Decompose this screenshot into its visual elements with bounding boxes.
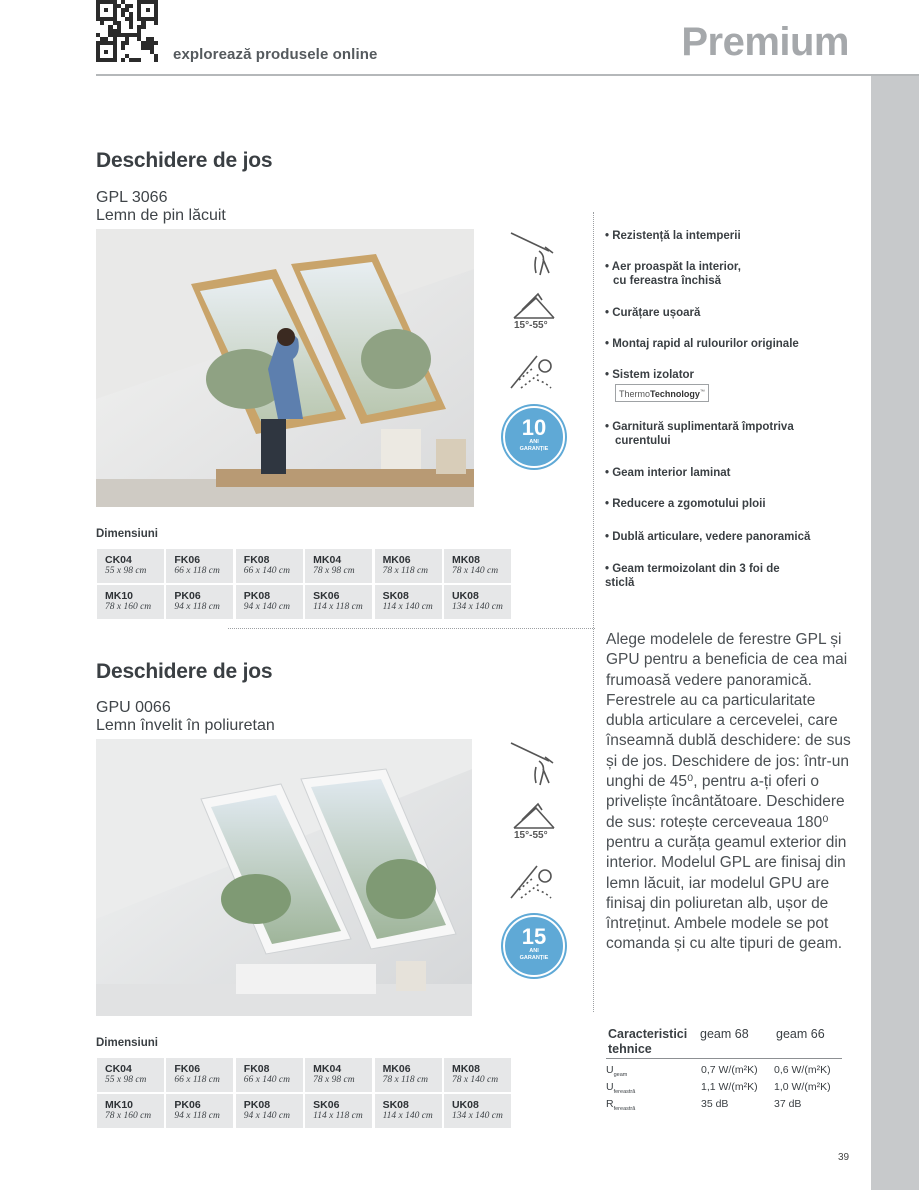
dimension-size: 78 x 118 cm [382,1075,429,1085]
specs-title [608,1027,687,1057]
dimension-cell [166,1094,233,1128]
dimension-code: MK08 [451,1063,480,1075]
dimension-cell [97,549,164,583]
dimension-size: 66 x 118 cm [174,566,220,576]
specs-col2-header: geam 66 [776,1027,825,1041]
dimension-cell [444,1058,511,1092]
dimension-cell [375,1094,442,1128]
spec-symbol: $U_{fereastră}$ [606,1081,636,1096]
dimension-size: 94 x 118 cm [174,602,220,612]
spec-value-geam66: 0,6 W/(m²K) [774,1064,831,1076]
feature-panoramic: • Dublă articulare, vedere panoramică [605,531,811,543]
section2-dimensions-label: Dimensiuni [96,1037,158,1049]
section1-dimensions-table [97,549,511,619]
section1-warranty-line2: GARANȚIE [519,446,549,452]
feature-easy-cleaning: • Curățare ușoară [605,307,701,319]
dimension-size: 78 x 98 cm [313,566,355,576]
feature-extra-seal [605,420,855,448]
dimension-code: MK06 [382,1063,411,1075]
section2-title: Deschidere de jos [96,660,273,683]
feature-rain-noise: • Reducere a zgomotului ploii [605,498,766,510]
dimension-code: MK10 [105,1099,134,1111]
dimension-code: CK04 [105,554,132,566]
feature-triple-glazing-line2: sticlă [605,577,635,589]
dimension-code: PK06 [174,590,201,602]
specs-divider [606,1058,842,1059]
product-description: Alege modelele de ferestre GPL și GPU pentru a beneficia de cea mai frumoasă vedere panoramică. Ferestrele au ca particularitate dubla articulare a cercevelei, care înseamnă dublă deschidere: de sus și de jos. Deschidere de jos: într-un unghi de 45⁰, pentru a-ți oferi o priveliște încântătoare. Deschidere de sus: rotește cerceveaua 180⁰ pentru a curăța geamul exterior din interior. Modelul GPL are finisaj din lemn lăcuit, iar modelul GPU are finisaj din poliuretan alb, ușor de întreținut. Ambele modele se pot comanda și cu alte tipuri de geam. [606,631,851,953]
dimension-cell [375,549,442,583]
spec-value-geam68: 35 dB [701,1098,729,1110]
section2-material: Lemn învelit în poliuretan [96,717,275,734]
dimension-size: 134 x 140 cm [451,1111,503,1121]
feature-triple-glazing-line1: • Geam termoizolant din 3 foi de [605,563,780,575]
header-divider [96,74,919,76]
feature-insulation-label: • Sistem izolator [605,369,695,381]
section1-photo [96,229,474,507]
specs-table [606,1064,846,1115]
dimension-code: FK08 [243,1063,270,1075]
dimension-code: PK08 [243,1099,271,1111]
spec-symbol: $U_{geam}$ [606,1064,628,1079]
feature-fresh-air-line1: • Aer proaspăt la interior, [605,261,741,273]
brand-title: Premium [681,20,849,64]
feature-insulation [605,368,855,402]
section1-warranty-line1: ANI [529,439,539,445]
feature-fresh-air [605,260,855,288]
spec-value-geam68: 1,1 W/(m²K) [701,1081,758,1093]
dimension-cell [236,1094,303,1128]
explore-online-text: explorează produsele online [173,46,378,63]
thermo-technology-logo: ThermoTechnology™ [615,384,709,402]
dimension-cell [166,549,233,583]
dimension-size: 78 x 140 cm [451,566,499,576]
feature-quick-mounting: • Montaj rapid al rulourilor originale [605,338,799,350]
spec-row [606,1081,846,1098]
dimension-code: PK08 [243,590,271,602]
dimension-code: FK08 [243,554,270,566]
spec-row [606,1098,846,1115]
feature-weather-resistance: • Rezistență la intemperii [605,230,741,242]
spec-symbol: $R_{fereastră}$ [606,1098,636,1113]
dimension-cell [236,549,303,583]
section1-material: Lemn de pin lăcuit [96,207,226,224]
dimension-cell [97,1094,164,1128]
spec-value-geam68: 0,7 W/(m²K) [701,1064,758,1076]
spec-row [606,1064,846,1081]
dimension-size: 94 x 118 cm [174,1111,220,1121]
section2-photo [96,739,472,1016]
dimension-code: SK08 [382,590,409,602]
dimension-cell [97,585,164,619]
dimension-code: UK08 [451,590,479,602]
dimension-code: UK08 [451,1099,479,1111]
dimension-cell [305,549,372,583]
spec-value-geam66: 1,0 W/(m²K) [774,1081,831,1093]
pole-operation-icon [509,229,557,277]
section2-dimensions-table [97,1058,511,1128]
ventilation-icon-2 [509,860,557,900]
dimension-size: 78 x 160 cm [105,1111,152,1121]
dimension-size: 114 x 118 cm [313,1111,363,1121]
dimension-code: CK04 [105,1063,132,1075]
dimension-code: MK10 [105,590,134,602]
dimension-size: 114 x 118 cm [313,602,363,612]
specs-title-line2: tehnice [608,1042,652,1056]
dimension-size: 66 x 140 cm [243,1075,290,1085]
dimension-size: 66 x 118 cm [174,1075,220,1085]
section-divider [228,628,595,629]
feature-extra-seal-line1: • Garnitură suplimentară împotriva [605,421,794,433]
side-bar [871,76,919,1190]
specs-col1-header: geam 68 [700,1027,749,1041]
feature-fresh-air-line2: cu fereastra închisă [613,275,722,287]
dimension-cell [444,1094,511,1128]
dimension-code: MK08 [451,554,480,566]
dimension-code: MK04 [313,554,342,566]
dimension-size: 55 x 98 cm [105,1075,147,1085]
section2-angle-label: 15°-55° [514,830,548,841]
dimension-cell [444,585,511,619]
page-number: 39 [838,1152,850,1163]
qr-code[interactable] [96,0,158,62]
column-divider [593,212,594,1012]
dimension-code: SK08 [382,1099,409,1111]
dimension-cell [236,585,303,619]
ventilation-icon [509,350,557,390]
section2-warranty-badge [503,915,565,977]
feature-extra-seal-line2: curentului [615,435,671,447]
opening-angle-icon-2 [512,800,556,830]
dimension-size: 55 x 98 cm [105,566,147,576]
section1-dimensions-label: Dimensiuni [96,528,158,540]
dimension-cell [166,1058,233,1092]
dimension-code: FK06 [174,1063,201,1075]
dimension-size: 78 x 118 cm [382,566,429,576]
dimension-size: 78 x 160 cm [105,602,152,612]
section2-warranty-years: 15 [521,924,547,949]
spec-value-geam66: 37 dB [774,1098,802,1110]
dimension-cell [236,1058,303,1092]
section2-warranty-line1: ANI [529,948,539,954]
dimension-cell [444,549,511,583]
dimension-size: 94 x 140 cm [243,1111,290,1121]
dimension-size: 78 x 140 cm [451,1075,499,1085]
dimension-cell [305,1094,372,1128]
dimension-code: MK04 [313,1063,342,1075]
feature-laminated-glass: • Geam interior laminat [605,467,731,479]
opening-angle-icon [512,290,556,320]
section2-model-code: GPU 0066 [96,699,171,716]
dimension-size: 114 x 140 cm [382,602,433,612]
dimension-code: MK06 [382,554,411,566]
dimension-cell [305,585,372,619]
dimension-size: 114 x 140 cm [382,1111,433,1121]
section1-warranty-badge [503,406,565,468]
dimension-code: FK06 [174,554,201,566]
dimension-cell [375,585,442,619]
dimension-cell [375,1058,442,1092]
feature-triple-glazing [605,562,855,590]
dimension-size: 66 x 140 cm [243,566,290,576]
dimension-size: 78 x 98 cm [313,1075,355,1085]
section1-model-code: GPL 3066 [96,189,168,206]
specs-title-line1: Caracteristici [608,1027,688,1041]
section1-title: Deschidere de jos [96,149,273,172]
dimension-code: PK06 [174,1099,201,1111]
dimension-cell [305,1058,372,1092]
dimension-size: 134 x 140 cm [451,602,503,612]
dimension-cell [166,585,233,619]
dimension-code: SK06 [313,590,340,602]
pole-operation-icon-2 [509,739,557,787]
dimension-code: SK06 [313,1099,340,1111]
section1-angle-label: 15°-55° [514,320,548,331]
dimension-cell [97,1058,164,1092]
section2-warranty-line2: GARANȚIE [519,955,549,961]
section1-warranty-years: 10 [521,415,547,440]
dimension-size: 94 x 140 cm [243,602,290,612]
